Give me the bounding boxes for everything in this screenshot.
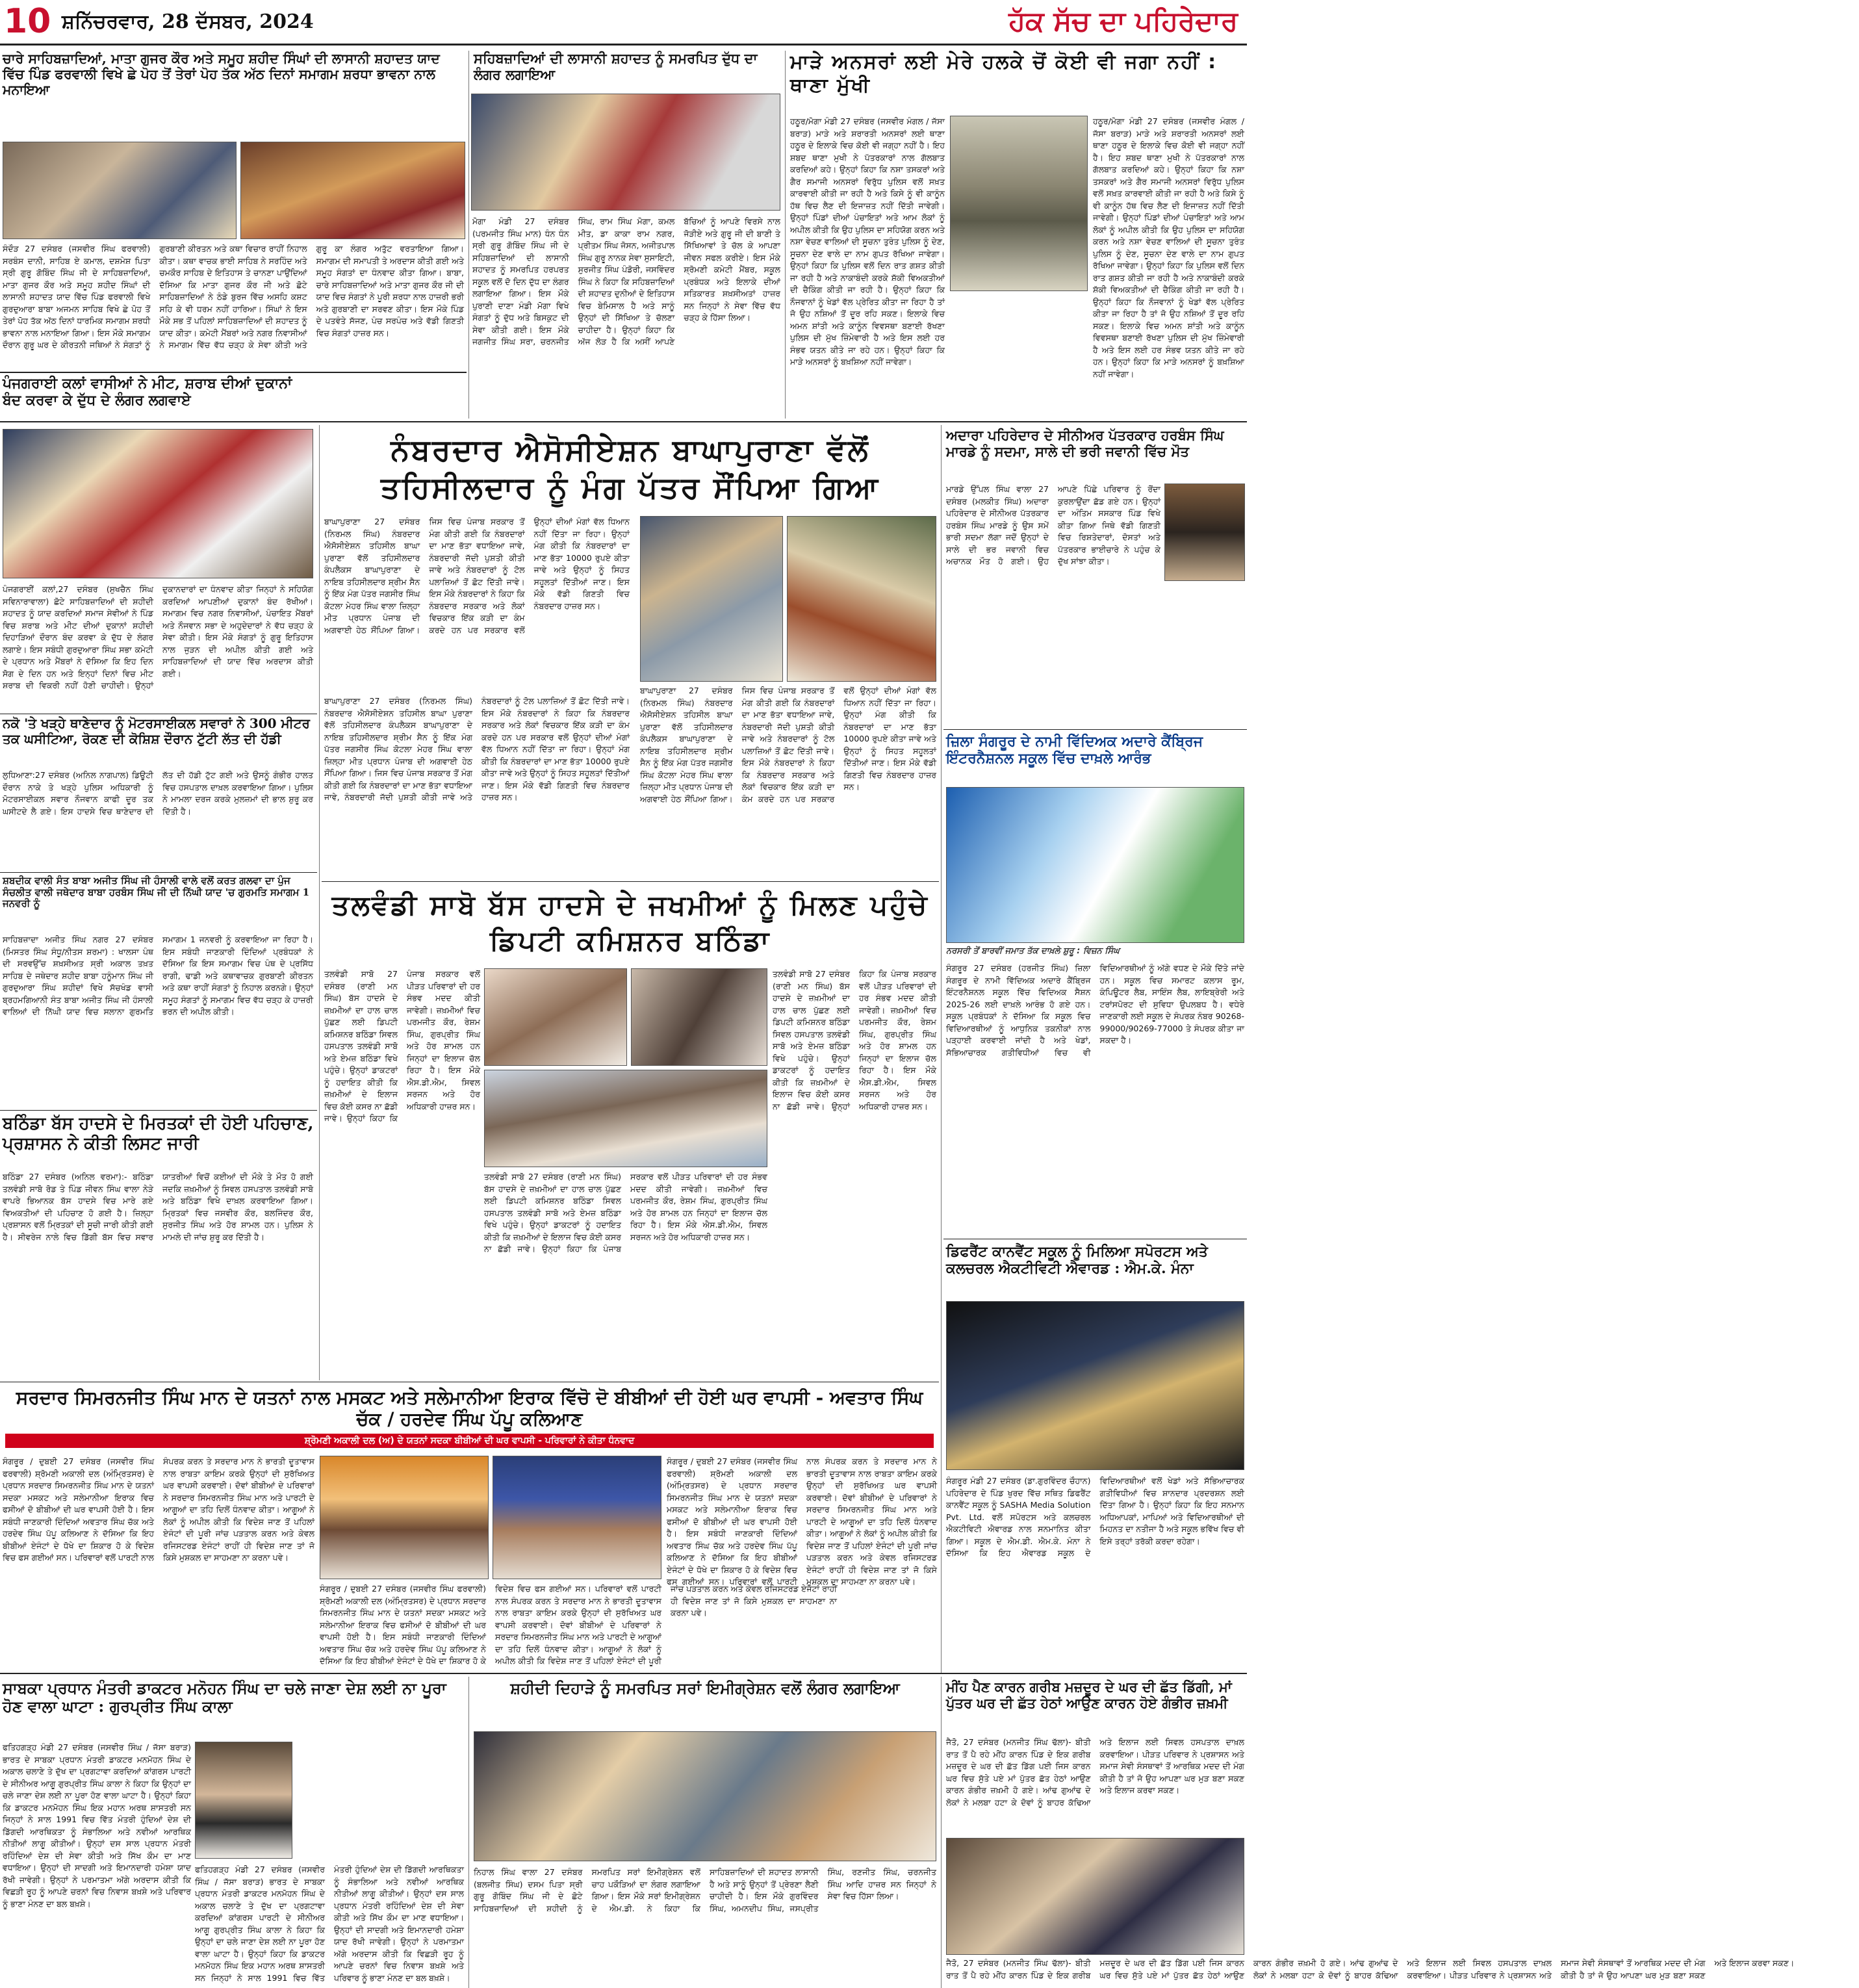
column-rule: [468, 1677, 469, 1988]
column-rule: [468, 51, 469, 419]
column-rule: [785, 51, 786, 419]
photo-mann-portrait: [320, 1456, 489, 1579]
divider: [0, 372, 467, 373]
article-headline: ਨੰਬਰਦਾਰ ਐਸੋਸੀਏਸ਼ਨ ਬਾਘਾਪੁਰਾਣਾ ਵੱਲੋਂ ਤਹਿਸੀਲਦਾਰ ਨੂੰ ਮੰਗ ਪੱਤਰ ਸੌਂਪਿਆ ਗਿਆ: [380, 432, 880, 505]
article-gurmat-samagam: [0, 874, 317, 1108]
masthead: [0, 0, 1247, 45]
article-manmohan-tribute: [0, 1677, 467, 1988]
article-body: ਲੁਧਿਆਣਾ:27 ਦਸੰਬਰ (ਅਨਿਲ ਨਾਗਪਾਲ) ਡਿਊਟੀ ਦੌਰਾਨ ਨਾਕੇ ਤੇ ਖੜ੍ਹੇ ਪੁਲਿਸ ਅਧਿਕਾਰੀ ਨੂੰ ਮੋਟਰਸਾਈਕਲ ਸਵਾਰ ਨੌਜਵਾਨ ਕਾਫੀ ਦੂਰ ਤਕ ਘਸੀਟਦੇ ਲੈ ਗਏ। ਇਸ ਹਾਦਸੇ ਵਿਚ ਥਾਣੇਦਾਰ ਦੀ ਲੱਤ ਦੀ ਹੱਡੀ ਟੁੱਟ ਗਈ ਅਤੇ ਉਸਨੂੰ ਗੰਭੀਰ ਹਾਲਤ ਵਿਚ ਹਸਪਤਾਲ ਦਾਖ਼ਲ ਕਰਵਾਇਆ ਗਿਆ। ਪੁਲਿਸ ਨੇ ਮਾਮਲਾ ਦਰਜ ਕਰਕੇ ਮੁਲਜ਼ਮਾਂ ਦੀ ਭਾਲ ਸ਼ੁਰੂ ਕਰ ਦਿੱਤੀ ਹੈ।: [3, 770, 313, 816]
article-farwali-samagam: [0, 51, 467, 369]
photo-gurdwara-hall: [240, 142, 465, 239]
column-rule: [319, 425, 320, 1380]
photo-numberdar-group: [787, 516, 936, 682]
article-headline: ਸਾਬਕਾ ਪ੍ਰਧਾਨ ਮੰਤਰੀ ਡਾਕਟਰ ਮਨੋਹਨ ਸਿੰਘ ਦਾ ਚਲੇ ਜਾਣਾ ਦੇਸ਼ ਲਈ ਨਾ ਪੂਰਾ ਹੋਣ ਵਾਲਾ ਘਾਟਾ : ਗੁਰਪ੍ਰੀਤ ਸਿੰਘ ਕਾਲਾ: [3, 1679, 446, 1716]
photo-sangat-stage: [3, 142, 237, 239]
article-body-cont2: ਤਲਵੰਡੀ ਸਾਬੋ 27 ਦਸੰਬਰ (ਰਾਣੀ ਮਨ ਸਿੰਘ) ਬੱਸ ਹਾਦਸੇ ਦੇ ਜ਼ਖ਼ਮੀਆਂ ਦਾ ਹਾਲ ਚਾਲ ਪੁੱਛਣ ਲਈ ਡਿਪਟੀ ਕਮਿਸ਼ਨਰ ਬਠਿੰਡਾ ਸਿਵਲ ਹਸਪਤਾਲ ਤਲਵੰਡੀ ਸਾਬੋ ਅਤੇ ਏਮਜ਼ ਬਠਿੰਡਾ ਵਿਖੇ ਪਹੁੰਚੇ। ਉਨ੍ਹਾਂ ਡਾਕਟਰਾਂ ਨੂੰ ਹਦਾਇਤ ਕੀਤੀ ਕਿ ਜ਼ਖ਼ਮੀਆਂ ਦੇ ਇਲਾਜ ਵਿਚ ਕੋਈ ਕਸਰ ਨਾ ਛੱਡੀ ਜਾਵੇ। ਉਨ੍ਹਾਂ ਕਿਹਾ ਕਿ ਪੰਜਾਬ ਸਰਕਾਰ ਵਲੋਂ ਪੀੜਤ ਪਰਿਵਾਰਾਂ ਦੀ ਹਰ ਸੰਭਵ ਮਦਦ ਕੀਤੀ ਜਾਵੇਗੀ। ਜ਼ਖ਼ਮੀਆਂ ਵਿਚ ਪਰਮਜੀਤ ਕੌਰ, ਰੇਸ਼ਮ ਸਿੰਘ, ਗੁਰਪ੍ਰੀਤ ਸਿੰਘ ਅਤੇ ਹੋਰ ਸ਼ਾਮਲ ਹਨ ਜਿਨ੍ਹਾਂ ਦਾ ਇਲਾਜ ਚੱਲ ਰਿਹਾ ਹੈ। ਇਸ ਮੌਕੇ ਐਸ.ਡੀ.ਐਮ, ਸਿਵਲ ਸਰਜਨ ਅਤੇ ਹੋਰ ਅਧਿਕਾਰੀ ਹਾਜ਼ਰ ਸਨ।: [773, 969, 936, 1111]
article-cambridge-school: [943, 731, 1247, 1238]
article-body: ਸਾਹਿਬਜ਼ਾਦਾ ਅਜੀਤ ਸਿੰਘ ਨਗਰ 27 ਦਸੰਬਰ (ਮਿਸਤਰ ਸਿੰਘ ਸੰਧੂ/ਨੀਤਸ ਸ਼ਰਮਾ) : ਖਾਲਸਾ ਪੰਥ ਦੀ ਸਰਵਉੱਚ ਸ਼ਖ਼ਸੀਅਤ ਸ੍ਰੀ ਅਕਾਲ ਤਖ਼ਤ ਸਾਹਿਬ ਦੇ ਜਥੇਦਾਰ ਸ਼ਹੀਦ ਬਾਬਾ ਹਨੂੰਮਾਨ ਸਿੰਘ ਜੀ ਗੁਰਦੁਆਰਾ ਸਿੰਘ ਸ਼ਹੀਦਾਂ ਵਿਖੇ ਸੱਚਖੰਡ ਵਾਸੀ ਬ੍ਰਹਮਗਿਆਨੀ ਸੰਤ ਬਾਬਾ ਅਜੀਤ ਸਿੰਘ ਜੀ ਹੰਸਾਲੀ ਵਾਲਿਆਂ ਦੀ ਨਿੱਘੀ ਯਾਦ ਵਿਚ ਸਲਾਨਾ ਗੁਰਮਤਿ ਸਮਾਗਮ 1 ਜਨਵਰੀ ਨੂੰ ਕਰਵਾਇਆ ਜਾ ਰਿਹਾ ਹੈ। ਇਸ ਸਬੰਧੀ ਜਾਣਕਾਰੀ ਦਿੰਦਿਆਂ ਪ੍ਰਬੰਧਕਾਂ ਨੇ ਦੱਸਿਆ ਕਿ ਇਸ ਸਮਾਗਮ ਵਿਚ ਪੰਥ ਦੇ ਪ੍ਰਸਿੱਧ ਰਾਗੀ, ਢਾਡੀ ਅਤੇ ਕਥਾਵਾਚਕ ਗੁਰਬਾਣੀ ਕੀਰਤਨ ਅਤੇ ਕਥਾ ਰਾਹੀਂ ਸੰਗਤਾਂ ਨੂੰ ਨਿਹਾਲ ਕਰਨਗੇ। ਉਨ੍ਹਾਂ ਸਮੂਹ ਸੰਗਤਾਂ ਨੂੰ ਸਮਾਗਮ ਵਿਚ ਵੱਧ ਚੜ੍ਹ ਕੇ ਹਾਜ਼ਰੀ ਭਰਨ ਦੀ ਅਪੀਲ ਕੀਤੀ।: [3, 935, 313, 1016]
article-body-cont: ਫਤਿਹਗੜ੍ਹ ਮੰਡੀ 27 ਦਸੰਬਰ (ਜਸਵੀਰ ਸਿੰਘ / ਜੱਸਾ ਬਰਾੜ) ਭਾਰਤ ਦੇ ਸਾਬਕਾ ਪ੍ਰਧਾਨ ਮੰਤਰੀ ਡਾਕਟਰ ਮਨਮੋਹਨ ਸਿੰਘ ਦੇ ਅਕਾਲ ਚਲਾਣੇ ਤੇ ਦੁੱਖ ਦਾ ਪ੍ਰਗਟਾਵਾ ਕਰਦਿਆਂ ਕਾਂਗਰਸ ਪਾਰਟੀ ਦੇ ਸੀਨੀਅਰ ਆਗੂ ਗੁਰਪ੍ਰੀਤ ਸਿੰਘ ਕਾਲਾ ਨੇ ਕਿਹਾ ਕਿ ਉਨ੍ਹਾਂ ਦਾ ਚਲੇ ਜਾਣਾ ਦੇਸ਼ ਲਈ ਨਾ ਪੂਰਾ ਹੋਣ ਵਾਲਾ ਘਾਟਾ ਹੈ। ਉਨ੍ਹਾਂ ਕਿਹਾ ਕਿ ਡਾਕਟਰ ਮਨਮੋਹਨ ਸਿੰਘ ਇਕ ਮਹਾਨ ਅਰਥ ਸ਼ਾਸਤਰੀ ਸਨ ਜਿਨ੍ਹਾਂ ਨੇ ਸਾਲ 1991 ਵਿਚ ਵਿੱਤ ਮੰਤਰੀ ਹੁੰਦਿਆਂ ਦੇਸ਼ ਦੀ ਡਿੱਗਦੀ ਆਰਥਿਕਤਾ ਨੂੰ ਸੰਭਾਲਿਆ ਅਤੇ ਨਵੀਆਂ ਆਰਥਿਕ ਨੀਤੀਆਂ ਲਾਗੂ ਕੀਤੀਆਂ। ਉਨ੍ਹਾਂ ਦਸ ਸਾਲ ਪ੍ਰਧਾਨ ਮੰਤਰੀ ਰਹਿੰਦਿਆਂ ਦੇਸ਼ ਦੀ ਸੇਵਾ ਕੀਤੀ ਅਤੇ ਸਿੱਖ ਕੌਮ ਦਾ ਮਾਣ ਵਧਾਇਆ। ਉਨ੍ਹਾਂ ਦੀ ਸਾਦਗੀ ਅਤੇ ਇਮਾਨਦਾਰੀ ਹਮੇਸ਼ਾ ਯਾਦ ਰੱਖੀ ਜਾਵੇਗੀ। ਉਨ੍ਹਾਂ ਨੇ ਪਰਮਾਤਮਾ ਅੱਗੇ ਅਰਦਾਸ ਕੀਤੀ ਕਿ ਵਿਛੜੀ ਰੂਹ ਨੂੰ ਆਪਣੇ ਚਰਨਾਂ ਵਿਚ ਨਿਵਾਸ ਬਖ਼ਸ਼ੇ ਅਤੇ ਪਰਿਵਾਰ ਨੂੰ ਭਾਣਾ ਮੰਨਣ ਦਾ ਬਲ ਬਖ਼ਸ਼ੇ।: [195, 1865, 464, 1983]
article-body-cont: ਜੈਤੋ, 27 ਦਸੰਬਰ (ਮਨਜੀਤ ਸਿੰਘ ਢੱਲਾ)- ਬੀਤੀ ਰਾਤ ਤੋਂ ਪੈ ਰਹੇ ਮੀਂਹ ਕਾਰਨ ਪਿੰਡ ਦੇ ਇਕ ਗਰੀਬ ਮਜ਼ਦੂਰ ਦੇ ਘਰ ਦੀ ਛੱਤ ਡਿੱਗ ਪਈ ਜਿਸ ਕਾਰਨ ਘਰ ਵਿਚ ਸੁੱਤੇ ਪਏ ਮਾਂ ਪੁੱਤਰ ਛੱਤ ਹੇਠਾਂ ਆਉਣ ਕਾਰਨ ਗੰਭੀਰ ਜ਼ਖ਼ਮੀ ਹੋ ਗਏ। ਆਂਢ ਗੁਆਂਢ ਦੇ ਲੋਕਾਂ ਨੇ ਮਲਬਾ ਹਟਾ ਕੇ ਦੋਵਾਂ ਨੂੰ ਬਾਹਰ ਕੱਢਿਆ ਅਤੇ ਇਲਾਜ ਲਈ ਸਿਵਲ ਹਸਪਤਾਲ ਦਾਖ਼ਲ ਕਰਵਾਇਆ। ਪੀੜਤ ਪਰਿਵਾਰ ਨੇ ਪ੍ਰਸ਼ਾਸਨ ਅਤੇ ਸਮਾਜ ਸੇਵੀ ਸੰਸਥਾਵਾਂ ਤੋਂ ਆਰਥਿਕ ਮਦਦ ਦੀ ਮੰਗ ਕੀਤੀ ਹੈ ਤਾਂ ਜੋ ਉਹ ਆਪਣਾ ਘਰ ਮੁੜ ਬਣਾ ਸਕਣ ਅਤੇ ਇਲਾਜ ਕਰਵਾ ਸਕਣ।: [946, 1958, 1795, 1980]
photo-injured-1: [484, 968, 627, 1066]
article-headline: ਤਲਵੰਡੀ ਸਾਬੋ ਬੱਸ ਹਾਦਸੇ ਦੇ ਜਖਮੀਆਂ ਨੂੰ ਮਿਲਣ ਪਹੁੰਚੇ ਡਿਪਟੀ ਕਮਿਸ਼ਨਰ ਬਠਿੰਡਾ: [331, 889, 929, 957]
article-headline: ਅਦਾਰਾ ਪਹਿਰੇਦਾਰ ਦੇ ਸੀਨੀਅਰ ਪੱਤਰਕਾਰ ਹਰਬੰਸ ਸਿੰਘ ਮਾਰਡੇ ਨੂੰ ਸਦਮਾ, ਸਾਲੇ ਦੀ ਭਰੀ ਜਵਾਨੀ ਵਿੱਚ ਮੌਤ: [946, 427, 1224, 459]
article-headline: ਸਹਿਬਜ਼ਾਦਿਆਂ ਦੀ ਲਾਸਾਨੀ ਸ਼ਹਾਦਤ ਨੂੰ ਸਮਰਪਿਤ ਦੁੱਧ ਦਾ ਲੰਗਰ ਲਗਾਇਆ: [474, 50, 758, 83]
photo-deceased-portrait: [1164, 484, 1245, 581]
page-number: 10: [4, 2, 51, 41]
divider: [0, 1110, 317, 1111]
article-body-cont: ਸੰਗਰੂਰ / ਦੁਬਈ 27 ਦਸੰਬਰ (ਜਸਵੀਰ ਸਿੰਘ ਫਰਵਾਲੀ) ਸ਼੍ਰੋਮਣੀ ਅਕਾਲੀ ਦਲ (ਅੰਮ੍ਰਿਤਸਰ) ਦੇ ਪ੍ਰਧਾਨ ਸਰਦਾਰ ਸਿਮਰਨਜੀਤ ਸਿੰਘ ਮਾਨ ਦੇ ਯਤਨਾਂ ਸਦਕਾ ਮਸਕਟ ਅਤੇ ਸਲੇਮਾਨੀਆ ਇਰਾਕ ਵਿਚ ਫਸੀਆਂ ਦੋ ਬੀਬੀਆਂ ਦੀ ਘਰ ਵਾਪਸੀ ਹੋਈ ਹੈ। ਇਸ ਸਬੰਧੀ ਜਾਣਕਾਰੀ ਦਿੰਦਿਆਂ ਅਵਤਾਰ ਸਿੰਘ ਚੱਕ ਅਤੇ ਹਰਦੇਵ ਸਿੰਘ ਪੱਪੂ ਕਲਿਆਣ ਨੇ ਦੱਸਿਆ ਕਿ ਇਹ ਬੀਬੀਆਂ ਏਜੰਟਾਂ ਦੇ ਧੋਖੇ ਦਾ ਸ਼ਿਕਾਰ ਹੋ ਕੇ ਵਿਦੇਸ਼ ਵਿਚ ਫਸ ਗਈਆਂ ਸਨ। ਪਰਿਵਾਰਾਂ ਵਲੋਂ ਪਾਰਟੀ ਨਾਲ ਸੰਪਰਕ ਕਰਨ ਤੇ ਸਰਦਾਰ ਮਾਨ ਨੇ ਭਾਰਤੀ ਦੂਤਾਵਾਸ ਨਾਲ ਰਾਬਤਾ ਕਾਇਮ ਕਰਕੇ ਉਨ੍ਹਾਂ ਦੀ ਸੁਰੱਖਿਅਤ ਘਰ ਵਾਪਸੀ ਕਰਵਾਈ। ਦੋਵਾਂ ਬੀਬੀਆਂ ਦੇ ਪਰਿਵਾਰਾਂ ਨੇ ਸਰਦਾਰ ਸਿਮਰਨਜੀਤ ਸਿੰਘ ਮਾਨ ਅਤੇ ਪਾਰਟੀ ਦੇ ਆਗੂਆਂ ਦਾ ਤਹਿ ਦਿਲੋਂ ਧੰਨਵਾਦ ਕੀਤਾ। ਆਗੂਆਂ ਨੇ ਲੋਕਾਂ ਨੂੰ ਅਪੀਲ ਕੀਤੀ ਕਿ ਵਿਦੇਸ਼ ਜਾਣ ਤੋਂ ਪਹਿਲਾਂ ਏਜੰਟਾਂ ਦੀ ਪੂਰੀ ਜਾਂਚ ਪੜਤਾਲ ਕਰਨ ਅਤੇ ਕੇਵਲ ਰਜਿਸਟਰਡ ਏਜੰਟਾਂ ਰਾਹੀਂ ਹੀ ਵਿਦੇਸ਼ ਜਾਣ ਤਾਂ ਜੋ ਕਿਸੇ ਮੁਸ਼ਕਲ ਦਾ ਸਾਹਮਣਾ ਨਾ ਕਰਨਾ ਪਵੇ।: [320, 1584, 837, 1666]
article-body-cont: ਬਾਘਾਪੁਰਾਣਾ 27 ਦਸੰਬਰ (ਨਿਰਮਲ ਸਿੰਘ) ਨੰਬਰਦਾਰ ਐਸੋਸੀਏਸ਼ਨ ਤਹਿਸੀਲ ਬਾਘਾ ਪੁਰਾਣਾ ਵੱਲੋਂ ਤਹਿਸੀਲਦਾਰ ਕੰਪਲੈਕਸ ਬਾਘਾਪੁਰਾਣਾ ਦੇ ਨਾਇਬ ਤਹਿਸੀਲਦਾਰ ਸ਼੍ਰੀਮ ਸੈਨ ਨੂੰ ਇੱਕ ਮੰਗ ਪੱਤਰ ਜਗਸੀਰ ਸਿੰਘ ਕੋਟਲਾ ਮੇਹਰ ਸਿੰਘ ਵਾਲਾ ਜ਼ਿਲ੍ਹਾ ਮੀਤ ਪ੍ਰਧਾਨ ਪੰਜਾਬ ਦੀ ਅਗਵਾਈ ਹੇਠ ਸੌਂਪਿਆ ਗਿਆ। ਜਿਸ ਵਿਚ ਪੰਜਾਬ ਸਰਕਾਰ ਤੋਂ ਮੰਗ ਕੀਤੀ ਗਈ ਕਿ ਨੰਬਰਦਾਰਾਂ ਦਾ ਮਾਣ ਭੱਤਾ ਵਧਾਇਆ ਜਾਵੇ, ਨੰਬਰਦਾਰੀ ਜੱਦੀ ਪੁਸ਼ਤੀ ਕੀਤੀ ਜਾਵੇ ਅਤੇ ਨੰਬਰਦਾਰਾਂ ਨੂੰ ਟੋਲ ਪਲਾਜ਼ਿਆਂ ਤੋਂ ਛੋਟ ਦਿੱਤੀ ਜਾਵੇ। ਇਸ ਮੌਕੇ ਨੰਬਰਦਾਰਾਂ ਨੇ ਕਿਹਾ ਕਿ ਨੰਬਰਦਾਰ ਸਰਕਾਰ ਅਤੇ ਲੋਕਾਂ ਵਿਚਕਾਰ ਇੱਕ ਕੜੀ ਦਾ ਕੰਮ ਕਰਦੇ ਹਨ ਪਰ ਸਰਕਾਰ ਵਲੋਂ ਉਨ੍ਹਾਂ ਦੀਆਂ ਮੰਗਾਂ ਵੱਲ ਧਿਆਨ ਨਹੀਂ ਦਿੱਤਾ ਜਾ ਰਿਹਾ। ਉਨ੍ਹਾਂ ਮੰਗ ਕੀਤੀ ਕਿ ਨੰਬਰਦਾਰਾਂ ਦਾ ਮਾਣ ਭੱਤਾ 10000 ਰੁਪਏ ਕੀਤਾ ਜਾਵੇ ਅਤੇ ਉਨ੍ਹਾਂ ਨੂੰ ਸਿਹਤ ਸਹੂਲਤਾਂ ਦਿੱਤੀਆਂ ਜਾਣ। ਇਸ ਮੌਕੇ ਵੱਡੀ ਗਿਣਤੀ ਵਿਚ ਨੰਬਰਦਾਰ ਹਾਜ਼ਰ ਸਨ।: [640, 686, 936, 804]
article-bus-accident-list: [0, 1113, 317, 1366]
article-body: ਸੰਗਰੂਰ ਮੰਡੀ 27 ਦਸੰਬਰ (ਡਾ.ਗੁਰਵਿੰਦਰ ਚੌਹਾਨ) ਪਹਿਰੇਦਾਰ ਦੇ ਪਿੰਡ ਖੁਰਦ ਵਿੱਚ ਸਥਿਤ ਡਿਫਰੈਂਟ ਕਾਨਵੈਂਟ ਸਕੂਲ ਨੂੰ SASHA Media Solution Pvt. Ltd. ਵਲੋਂ ਸਪੋਰਟਸ ਅਤੇ ਕਲਚਰਲ ਐਕਟੀਵਿਟੀ ਐਵਾਰਡ ਨਾਲ ਸਨਮਾਨਿਤ ਕੀਤਾ ਗਿਆ। ਸਕੂਲ ਦੇ ਐਮ.ਡੀ. ਐਮ.ਕੇ. ਮੰਨਾ ਨੇ ਦੱਸਿਆ ਕਿ ਇਹ ਐਵਾਰਡ ਸਕੂਲ ਦੇ ਵਿਦਿਆਰਥੀਆਂ ਵਲੋਂ ਖੇਡਾਂ ਅਤੇ ਸੱਭਿਆਚਾਰਕ ਗਤੀਵਿਧੀਆਂ ਵਿਚ ਸ਼ਾਨਦਾਰ ਪ੍ਰਦਰਸ਼ਨ ਲਈ ਦਿੱਤਾ ਗਿਆ ਹੈ। ਉਨ੍ਹਾਂ ਕਿਹਾ ਕਿ ਇਹ ਸਨਮਾਨ ਅਧਿਆਪਕਾਂ, ਮਾਪਿਆਂ ਅਤੇ ਵਿਦਿਆਰਥੀਆਂ ਦੀ ਮਿਹਨਤ ਦਾ ਨਤੀਜਾ ਹੈ ਅਤੇ ਸਕੂਲ ਭਵਿੱਖ ਵਿਚ ਵੀ ਇਸੇ ਤਰ੍ਹਾਂ ਤਰੱਕੀ ਕਰਦਾ ਰਹੇਗਾ।: [946, 1476, 1244, 1558]
photo-injured-3: [484, 1070, 767, 1167]
issue-date: ਸ਼ਨਿੱਚਰਵਾਰ, 28 ਦੱਸਬਰ, 2024: [62, 10, 314, 33]
divider: [322, 881, 939, 882]
article-headline: ਨਕੋ 'ਤੇ ਖੜ੍ਹੇ ਥਾਣੇਦਾਰ ਨੂੰ ਮੋਟਰਸਾਈਕਲ ਸਵਾਰਾਂ ਨੇ 300 ਮੀਟਰ ਤਕ ਘਸੀਟਿਆ, ਰੋਕਣ ਦੀ ਕੋਸ਼ਿਸ਼ ਦੌਰਾਨ ਟੁੱਟੀ ਲੱਤ ਦੀ ਹੱਡੀ: [3, 716, 310, 747]
article-pehredar-journalist: [943, 425, 1247, 730]
paper-name: ਹੱਕ ਸੱਚ ਦਾ ਪਹਿਰੇਦਾਰ: [1008, 5, 1238, 37]
photo-leader-portrait: [493, 1456, 661, 1579]
photo-sho-office: [950, 116, 1088, 291]
article-headline: ਚਾਰੇ ਸਾਹਿਬਜ਼ਾਦਿਆਂ, ਮਾਤਾ ਗੁਜਰ ਕੌਰ ਅਤੇ ਸਮੂਹ ਸ਼ਹੀਦ ਸਿੰਘਾਂ ਦੀ ਲਾਸਾਨੀ ਸ਼ਹਾਦਤ ਯਾਦ ਵਿੱਚ ਪਿੰਡ ਫਰਵਾਲੀ ਵਿਖੇ ਛੇ ਪੋਹ ਤੋਂ ਤੇਰਾਂ ਪੋਹ ਤੱਕ ਅੱਠ ਦਿਨਾਂ ਸਮਾਗਮ ਸ਼ਰਧਾ ਭਾਵਨਾ ਨਾਲ ਮਨਾਇਆ: [3, 51, 440, 98]
photo-langar-sewa: [474, 1731, 936, 1861]
article-body: ਫਤਿਹਗੜ੍ਹ ਮੰਡੀ 27 ਦਸੰਬਰ (ਜਸਵੀਰ ਸਿੰਘ / ਜੱਸਾ ਬਰਾੜ) ਭਾਰਤ ਦੇ ਸਾਬਕਾ ਪ੍ਰਧਾਨ ਮੰਤਰੀ ਡਾਕਟਰ ਮਨਮੋਹਨ ਸਿੰਘ ਦੇ ਅਕਾਲ ਚਲਾਣੇ ਤੇ ਦੁੱਖ ਦਾ ਪ੍ਰਗਟਾਵਾ ਕਰਦਿਆਂ ਕਾਂਗਰਸ ਪਾਰਟੀ ਦੇ ਸੀਨੀਅਰ ਆਗੂ ਗੁਰਪ੍ਰੀਤ ਸਿੰਘ ਕਾਲਾ ਨੇ ਕਿਹਾ ਕਿ ਉਨ੍ਹਾਂ ਦਾ ਚਲੇ ਜਾਣਾ ਦੇਸ਼ ਲਈ ਨਾ ਪੂਰਾ ਹੋਣ ਵਾਲਾ ਘਾਟਾ ਹੈ। ਉਨ੍ਹਾਂ ਕਿਹਾ ਕਿ ਡਾਕਟਰ ਮਨਮੋਹਨ ਸਿੰਘ ਇਕ ਮਹਾਨ ਅਰਥ ਸ਼ਾਸਤਰੀ ਸਨ ਜਿਨ੍ਹਾਂ ਨੇ ਸਾਲ 1991 ਵਿਚ ਵਿੱਤ ਮੰਤਰੀ ਹੁੰਦਿਆਂ ਦੇਸ਼ ਦੀ ਡਿੱਗਦੀ ਆਰਥਿਕਤਾ ਨੂੰ ਸੰਭਾਲਿਆ ਅਤੇ ਨਵੀਆਂ ਆਰਥਿਕ ਨੀਤੀਆਂ ਲਾਗੂ ਕੀਤੀਆਂ। ਉਨ੍ਹਾਂ ਦਸ ਸਾਲ ਪ੍ਰਧਾਨ ਮੰਤਰੀ ਰਹਿੰਦਿਆਂ ਦੇਸ਼ ਦੀ ਸੇਵਾ ਕੀਤੀ ਅਤੇ ਸਿੱਖ ਕੌਮ ਦਾ ਮਾਣ ਵਧਾਇਆ। ਉਨ੍ਹਾਂ ਦੀ ਸਾਦਗੀ ਅਤੇ ਇਮਾਨਦਾਰੀ ਹਮੇਸ਼ਾ ਯਾਦ ਰੱਖੀ ਜਾਵੇਗੀ। ਉਨ੍ਹਾਂ ਨੇ ਪਰਮਾਤਮਾ ਅੱਗੇ ਅਰਦਾਸ ਕੀਤੀ ਕਿ ਵਿਛੜੀ ਰੂਹ ਨੂੰ ਆਪਣੇ ਚਰਨਾਂ ਵਿਚ ਨਿਵਾਸ ਬਖ਼ਸ਼ੇ ਅਤੇ ਪਰਿਵਾਰ ਨੂੰ ਭਾਣਾ ਮੰਨਣ ਦਾ ਬਲ ਬਖ਼ਸ਼ੇ।: [3, 1742, 191, 1909]
photo-langar-group: [471, 94, 780, 211]
article-body: ਤਲਵੰਡੀ ਸਾਬੋ 27 ਦਸੰਬਰ (ਰਾਣੀ ਮਨ ਸਿੰਘ) ਬੱਸ ਹਾਦਸੇ ਦੇ ਜ਼ਖ਼ਮੀਆਂ ਦਾ ਹਾਲ ਚਾਲ ਪੁੱਛਣ ਲਈ ਡਿਪਟੀ ਕਮਿਸ਼ਨਰ ਬਠਿੰਡਾ ਸਿਵਲ ਹਸਪਤਾਲ ਤਲਵੰਡੀ ਸਾਬੋ ਅਤੇ ਏਮਜ਼ ਬਠਿੰਡਾ ਵਿਖੇ ਪਹੁੰਚੇ। ਉਨ੍ਹਾਂ ਡਾਕਟਰਾਂ ਨੂੰ ਹਦਾਇਤ ਕੀਤੀ ਕਿ ਜ਼ਖ਼ਮੀਆਂ ਦੇ ਇਲਾਜ ਵਿਚ ਕੋਈ ਕਸਰ ਨਾ ਛੱਡੀ ਜਾਵੇ। ਉਨ੍ਹਾਂ ਕਿਹਾ ਕਿ ਪੰਜਾਬ ਸਰਕਾਰ ਵਲੋਂ ਪੀੜਤ ਪਰਿਵਾਰਾਂ ਦੀ ਹਰ ਸੰਭਵ ਮਦਦ ਕੀਤੀ ਜਾਵੇਗੀ। ਜ਼ਖ਼ਮੀਆਂ ਵਿਚ ਪਰਮਜੀਤ ਕੌਰ, ਰੇਸ਼ਮ ਸਿੰਘ, ਗੁਰਪ੍ਰੀਤ ਸਿੰਘ ਅਤੇ ਹੋਰ ਸ਼ਾਮਲ ਹਨ ਜਿਨ੍ਹਾਂ ਦਾ ਇਲਾਜ ਚੱਲ ਰਿਹਾ ਹੈ। ਇਸ ਮੌਕੇ ਐਸ.ਡੀ.ਐਮ, ਸਿਵਲ ਸਰਜਨ ਅਤੇ ਹੋਰ ਅਧਿਕਾਰੀ ਹਾਜ਼ਰ ਸਨ।: [324, 969, 480, 1123]
article-body: ਸੰਦੌੜ 27 ਦਸੰਬਰ (ਜਸਵੀਰ ਸਿੰਘ ਫਰਵਾਲੀ) ਸਰਬੰਸ ਦਾਨੀ, ਸਾਹਿਬ ਏ ਕਮਾਲ, ਦਸ਼ਮੇਸ਼ ਪਿਤਾ ਸ੍ਰੀ ਗੁਰੂ ਗੋਬਿੰਦ ਸਿੰਘ ਜੀ ਦੇ ਸਾਹਿਬਜ਼ਾਦਿਆਂ, ਮਾਤਾ ਗੁਜਰ ਕੌਰ ਅਤੇ ਸਮੂਹ ਸ਼ਹੀਦ ਸਿੰਘਾਂ ਦੀ ਲਾਸਾਨੀ ਸ਼ਹਾਦਤ ਯਾਦ ਵਿੱਚ ਪਿੰਡ ਫਰਵਾਲੀ ਵਿਖੇ ਗੁਰਦੁਆਰਾ ਬਾਬਾ ਅਜਮਨ ਸਾਹਿਬ ਵਿਖੇ ਛੇ ਪੋਹ ਤੋਂ ਤੇਰਾਂ ਪੋਹ ਤੱਕ ਅੱਠ ਦਿਨਾਂ ਧਾਰਮਿਕ ਸਮਾਗਮ ਸ਼ਰਧੀ ਭਾਵਨਾ ਨਾਲ ਮਨਾਇਆ ਗਿਆ। ਇਸ ਮੌਕੇ ਸਮਾਗਮ ਦੌਰਾਨ ਗੁਰੂ ਘਰ ਦੇ ਕੀਰਤਨੀ ਜਥਿਆਂ ਨੇ ਸੰਗਤਾਂ ਨੂੰ ਗੁਰਬਾਣੀ ਕੀਰਤਨ ਅਤੇ ਕਥਾ ਵਿਚਾਰ ਰਾਹੀਂ ਨਿਹਾਲ ਕੀਤਾ। ਕਥਾ ਵਾਚਕ ਭਾਈ ਸਾਹਿਬ ਨੇ ਸਰਹਿੰਦ ਅਤੇ ਚਮਕੌਰ ਸਾਹਿਬ ਦੇ ਇਤਿਹਾਸ ਤੇ ਚਾਨਣਾ ਪਾਉਂਦਿਆਂ ਦੱਸਿਆ ਕਿ ਮਾਤਾ ਗੁਜਰ ਕੌਰ ਜੀ ਅਤੇ ਛੋਟੇ ਸਾਹਿਬਜ਼ਾਦਿਆਂ ਨੇ ਠੰਡੇ ਬੁਰਜ ਵਿੱਚ ਅਸਹਿ ਕਸ਼ਟ ਸਹਿ ਕੇ ਵੀ ਧਰਮ ਨਹੀਂ ਹਾਰਿਆ। ਸਿੰਘਾਂ ਨੇ ਇਸ ਮੌਕੇ ਸਭ ਤੋਂ ਪਹਿਲਾਂ ਸਾਹਿਬਜ਼ਾਦਿਆਂ ਦੀ ਸ਼ਹਾਦਤ ਨੂੰ ਯਾਦ ਕੀਤਾ। ਕਮੇਟੀ ਮੈਂਬਰਾਂ ਅਤੇ ਨਗਰ ਨਿਵਾਸੀਆਂ ਨੇ ਸਮਾਗਮ ਵਿੱਚ ਵੱਧ ਚੜ੍ਹ ਕੇ ਸੇਵਾ ਕੀਤੀ ਅਤੇ ਗੁਰੂ ਕਾ ਲੰਗਰ ਅਤੁੱਟ ਵਰਤਾਇਆ ਗਿਆ। ਸਮਾਗਮ ਦੀ ਸਮਾਪਤੀ ਤੇ ਅਰਦਾਸ ਕੀਤੀ ਗਈ ਅਤੇ ਸਮੂਹ ਸੰਗਤਾਂ ਦਾ ਧੰਨਵਾਦ ਕੀਤਾ ਗਿਆ। ਬਾਬਾ, ਚਾਰੇ ਸਾਹਿਬਜ਼ਾਦਿਆਂ ਅਤੇ ਮਾਤਾ ਗੁਜਰ ਕੌਰ ਜੀ ਦੀ ਯਾਦ ਵਿਚ ਸੰਗਤਾਂ ਨੇ ਪੂਰੀ ਸ਼ਰਧਾ ਨਾਲ ਹਾਜ਼ਰੀ ਭਰੀ ਅਤੇ ਗੁਰਬਾਣੀ ਦਾ ਸਰਵਣ ਕੀਤਾ। ਇਸ ਮੌਕੇ ਪਿੰਡ ਦੇ ਪਤਵੰਤੇ ਸੱਜਣ, ਪੰਚ ਸਰਪੰਚ ਅਤੇ ਵੱਡੀ ਗਿਣਤੀ ਵਿਚ ਸੰਗਤਾਂ ਹਾਜ਼ਰ ਸਨ।: [3, 244, 464, 350]
article-body-right: ਹਠੂਰ/ਮੋਗਾ ਮੰਡੀ 27 ਦਸੰਬਰ (ਜਸਵੀਰ ਮੰਗਲ / ਜੱਸਾ ਬਰਾੜ) ਮਾੜੇ ਅਤੇ ਸ਼ਰਾਰਤੀ ਅਨਸਰਾਂ ਲਈ ਥਾਣਾ ਹਠੂਰ ਦੇ ਇਲਾਕੇ ਵਿਚ ਕੋਈ ਵੀ ਜਗ੍ਹਾ ਨਹੀਂ ਹੈ। ਇਹ ਸ਼ਬਦ ਥਾਣਾ ਮੁਖੀ ਨੇ ਪੱਤਰਕਾਰਾਂ ਨਾਲ ਗੱਲਬਾਤ ਕਰਦਿਆਂ ਕਹੇ। ਉਨ੍ਹਾਂ ਕਿਹਾ ਕਿ ਨਸ਼ਾ ਤਸਕਰਾਂ ਅਤੇ ਗੈਰ ਸਮਾਜੀ ਅਨਸਰਾਂ ਵਿਰੁੱਧ ਪੁਲਿਸ ਵਲੋਂ ਸਖ਼ਤ ਕਾਰਵਾਈ ਕੀਤੀ ਜਾ ਰਹੀ ਹੈ ਅਤੇ ਕਿਸੇ ਨੂੰ ਵੀ ਕਾਨੂੰਨ ਹੱਥ ਵਿਚ ਲੈਣ ਦੀ ਇਜਾਜ਼ਤ ਨਹੀਂ ਦਿੱਤੀ ਜਾਵੇਗੀ। ਉਨ੍ਹਾਂ ਪਿੰਡਾਂ ਦੀਆਂ ਪੰਚਾਇਤਾਂ ਅਤੇ ਆਮ ਲੋਕਾਂ ਨੂੰ ਅਪੀਲ ਕੀਤੀ ਕਿ ਉਹ ਪੁਲਿਸ ਦਾ ਸਹਿਯੋਗ ਕਰਨ ਅਤੇ ਨਸ਼ਾ ਵੇਚਣ ਵਾਲਿਆਂ ਦੀ ਸੂਚਨਾ ਤੁਰੰਤ ਪੁਲਿਸ ਨੂੰ ਦੇਣ, ਸੂਚਨਾ ਦੇਣ ਵਾਲੇ ਦਾ ਨਾਮ ਗੁਪਤ ਰੱਖਿਆ ਜਾਵੇਗਾ। ਉਨ੍ਹਾਂ ਕਿਹਾ ਕਿ ਪੁਲਿਸ ਵਲੋਂ ਦਿਨ ਰਾਤ ਗਸ਼ਤ ਕੀਤੀ ਜਾ ਰਹੀ ਹੈ ਅਤੇ ਨਾਕਾਬੰਦੀ ਕਰਕੇ ਸ਼ੱਕੀ ਵਿਅਕਤੀਆਂ ਦੀ ਚੈਕਿੰਗ ਕੀਤੀ ਜਾ ਰਹੀ ਹੈ। ਉਨ੍ਹਾਂ ਕਿਹਾ ਕਿ ਨੌਜਵਾਨਾਂ ਨੂੰ ਖੇਡਾਂ ਵੱਲ ਪ੍ਰੇਰਿਤ ਕੀਤਾ ਜਾ ਰਿਹਾ ਹੈ ਤਾਂ ਜੋ ਉਹ ਨਸ਼ਿਆਂ ਤੋਂ ਦੂਰ ਰਹਿ ਸਕਣ। ਇਲਾਕੇ ਵਿਚ ਅਮਨ ਸ਼ਾਂਤੀ ਅਤੇ ਕਾਨੂੰਨ ਵਿਵਸਥਾ ਬਣਾਈ ਰੱਖਣਾ ਪੁਲਿਸ ਦੀ ਮੁੱਖ ਜ਼ਿੰਮੇਵਾਰੀ ਹੈ ਅਤੇ ਇਸ ਲਈ ਹਰ ਸੰਭਵ ਯਤਨ ਕੀਤੇ ਜਾ ਰਹੇ ਹਨ। ਉਨ੍ਹਾਂ ਕਿਹਾ ਕਿ ਮਾੜੇ ਅਨਸਰਾਂ ਨੂੰ ਬਖ਼ਸ਼ਿਆ ਨਹੀਂ ਜਾਵੇਗਾ।: [1093, 116, 1244, 379]
article-body: ਜੈਤੋ, 27 ਦਸੰਬਰ (ਮਨਜੀਤ ਸਿੰਘ ਢੱਲਾ)- ਬੀਤੀ ਰਾਤ ਤੋਂ ਪੈ ਰਹੇ ਮੀਂਹ ਕਾਰਨ ਪਿੰਡ ਦੇ ਇਕ ਗਰੀਬ ਮਜ਼ਦੂਰ ਦੇ ਘਰ ਦੀ ਛੱਤ ਡਿੱਗ ਪਈ ਜਿਸ ਕਾਰਨ ਘਰ ਵਿਚ ਸੁੱਤੇ ਪਏ ਮਾਂ ਪੁੱਤਰ ਛੱਤ ਹੇਠਾਂ ਆਉਣ ਕਾਰਨ ਗੰਭੀਰ ਜ਼ਖ਼ਮੀ ਹੋ ਗਏ। ਆਂਢ ਗੁਆਂਢ ਦੇ ਲੋਕਾਂ ਨੇ ਮਲਬਾ ਹਟਾ ਕੇ ਦੋਵਾਂ ਨੂੰ ਬਾਹਰ ਕੱਢਿਆ ਅਤੇ ਇਲਾਜ ਲਈ ਸਿਵਲ ਹਸਪਤਾਲ ਦਾਖ਼ਲ ਕਰਵਾਇਆ। ਪੀੜਤ ਪਰਿਵਾਰ ਨੇ ਪ੍ਰਸ਼ਾਸਨ ਅਤੇ ਸਮਾਜ ਸੇਵੀ ਸੰਸਥਾਵਾਂ ਤੋਂ ਆਰਥਿਕ ਮਦਦ ਦੀ ਮੰਗ ਕੀਤੀ ਹੈ ਤਾਂ ਜੋ ਉਹ ਆਪਣਾ ਘਰ ਮੁੜ ਬਣਾ ਸਕਣ ਅਤੇ ਇਲਾਜ ਕਰਵਾ ਸਕਣ।: [946, 1737, 1244, 1807]
photo-school-brochure: [946, 787, 1244, 943]
article-body: ਬਾਘਾਪੁਰਾਣਾ 27 ਦਸੰਬਰ (ਨਿਰਮਲ ਸਿੰਘ) ਨੰਬਰਦਾਰ ਐਸੋਸੀਏਸ਼ਨ ਤਹਿਸੀਲ ਬਾਘਾ ਪੁਰਾਣਾ ਵੱਲੋਂ ਤਹਿਸੀਲਦਾਰ ਕੰਪਲੈਕਸ ਬਾਘਾਪੁਰਾਣਾ ਦੇ ਨਾਇਬ ਤਹਿਸੀਲਦਾਰ ਸ਼੍ਰੀਮ ਸੈਨ ਨੂੰ ਇੱਕ ਮੰਗ ਪੱਤਰ ਜਗਸੀਰ ਸਿੰਘ ਕੋਟਲਾ ਮੇਹਰ ਸਿੰਘ ਵਾਲਾ ਜ਼ਿਲ੍ਹਾ ਮੀਤ ਪ੍ਰਧਾਨ ਪੰਜਾਬ ਦੀ ਅਗਵਾਈ ਹੇਠ ਸੌਂਪਿਆ ਗਿਆ। ਜਿਸ ਵਿਚ ਪੰਜਾਬ ਸਰਕਾਰ ਤੋਂ ਮੰਗ ਕੀਤੀ ਗਈ ਕਿ ਨੰਬਰਦਾਰਾਂ ਦਾ ਮਾਣ ਭੱਤਾ ਵਧਾਇਆ ਜਾਵੇ, ਨੰਬਰਦਾਰੀ ਜੱਦੀ ਪੁਸ਼ਤੀ ਕੀਤੀ ਜਾਵੇ ਅਤੇ ਨੰਬਰਦਾਰਾਂ ਨੂੰ ਟੋਲ ਪਲਾਜ਼ਿਆਂ ਤੋਂ ਛੋਟ ਦਿੱਤੀ ਜਾਵੇ। ਇਸ ਮੌਕੇ ਨੰਬਰਦਾਰਾਂ ਨੇ ਕਿਹਾ ਕਿ ਨੰਬਰਦਾਰ ਸਰਕਾਰ ਅਤੇ ਲੋਕਾਂ ਵਿਚਕਾਰ ਇੱਕ ਕੜੀ ਦਾ ਕੰਮ ਕਰਦੇ ਹਨ ਪਰ ਸਰਕਾਰ ਵਲੋਂ ਉਨ੍ਹਾਂ ਦੀਆਂ ਮੰਗਾਂ ਵੱਲ ਧਿਆਨ ਨਹੀਂ ਦਿੱਤਾ ਜਾ ਰਿਹਾ। ਉਨ੍ਹਾਂ ਮੰਗ ਕੀਤੀ ਕਿ ਨੰਬਰਦਾਰਾਂ ਦਾ ਮਾਣ ਭੱਤਾ 10000 ਰੁਪਏ ਕੀਤਾ ਜਾਵੇ ਅਤੇ ਉਨ੍ਹਾਂ ਨੂੰ ਸਿਹਤ ਸਹੂਲਤਾਂ ਦਿੱਤੀਆਂ ਜਾਣ। ਇਸ ਮੌਕੇ ਵੱਡੀ ਗਿਣਤੀ ਵਿਚ ਨੰਬਰਦਾਰ ਹਾਜ਼ਰ ਸਨ।: [324, 517, 630, 635]
divider: [943, 729, 1247, 730]
article-panjgrai-kalan: [0, 374, 317, 712]
article-body-left: ਹਠੂਰ/ਮੋਗਾ ਮੰਡੀ 27 ਦਸੰਬਰ (ਜਸਵੀਰ ਮੰਗਲ / ਜੱਸਾ ਬਰਾੜ) ਮਾੜੇ ਅਤੇ ਸ਼ਰਾਰਤੀ ਅਨਸਰਾਂ ਲਈ ਥਾਣਾ ਹਠੂਰ ਦੇ ਇਲਾਕੇ ਵਿਚ ਕੋਈ ਵੀ ਜਗ੍ਹਾ ਨਹੀਂ ਹੈ। ਇਹ ਸ਼ਬਦ ਥਾਣਾ ਮੁਖੀ ਨੇ ਪੱਤਰਕਾਰਾਂ ਨਾਲ ਗੱਲਬਾਤ ਕਰਦਿਆਂ ਕਹੇ। ਉਨ੍ਹਾਂ ਕਿਹਾ ਕਿ ਨਸ਼ਾ ਤਸਕਰਾਂ ਅਤੇ ਗੈਰ ਸਮਾਜੀ ਅਨਸਰਾਂ ਵਿਰੁੱਧ ਪੁਲਿਸ ਵਲੋਂ ਸਖ਼ਤ ਕਾਰਵਾਈ ਕੀਤੀ ਜਾ ਰਹੀ ਹੈ ਅਤੇ ਕਿਸੇ ਨੂੰ ਵੀ ਕਾਨੂੰਨ ਹੱਥ ਵਿਚ ਲੈਣ ਦੀ ਇਜਾਜ਼ਤ ਨਹੀਂ ਦਿੱਤੀ ਜਾਵੇਗੀ। ਉਨ੍ਹਾਂ ਪਿੰਡਾਂ ਦੀਆਂ ਪੰਚਾਇਤਾਂ ਅਤੇ ਆਮ ਲੋਕਾਂ ਨੂੰ ਅਪੀਲ ਕੀਤੀ ਕਿ ਉਹ ਪੁਲਿਸ ਦਾ ਸਹਿਯੋਗ ਕਰਨ ਅਤੇ ਨਸ਼ਾ ਵੇਚਣ ਵਾਲਿਆਂ ਦੀ ਸੂਚਨਾ ਤੁਰੰਤ ਪੁਲਿਸ ਨੂੰ ਦੇਣ, ਸੂਚਨਾ ਦੇਣ ਵਾਲੇ ਦਾ ਨਾਮ ਗੁਪਤ ਰੱਖਿਆ ਜਾਵੇਗਾ। ਉਨ੍ਹਾਂ ਕਿਹਾ ਕਿ ਪੁਲਿਸ ਵਲੋਂ ਦਿਨ ਰਾਤ ਗਸ਼ਤ ਕੀਤੀ ਜਾ ਰਹੀ ਹੈ ਅਤੇ ਨਾਕਾਬੰਦੀ ਕਰਕੇ ਸ਼ੱਕੀ ਵਿਅਕਤੀਆਂ ਦੀ ਚੈਕਿੰਗ ਕੀਤੀ ਜਾ ਰਹੀ ਹੈ। ਉਨ੍ਹਾਂ ਕਿਹਾ ਕਿ ਨੌਜਵਾਨਾਂ ਨੂੰ ਖੇਡਾਂ ਵੱਲ ਪ੍ਰੇਰਿਤ ਕੀਤਾ ਜਾ ਰਿਹਾ ਹੈ ਤਾਂ ਜੋ ਉਹ ਨਸ਼ਿਆਂ ਤੋਂ ਦੂਰ ਰਹਿ ਸਕਣ। ਇਲਾਕੇ ਵਿਚ ਅਮਨ ਸ਼ਾਂਤੀ ਅਤੇ ਕਾਨੂੰਨ ਵਿਵਸਥਾ ਬਣਾਈ ਰੱਖਣਾ ਪੁਲਿਸ ਦੀ ਮੁੱਖ ਜ਼ਿੰਮੇਵਾਰੀ ਹੈ ਅਤੇ ਇਸ ਲਈ ਹਰ ਸੰਭਵ ਯਤਨ ਕੀਤੇ ਜਾ ਰਹੇ ਹਨ। ਉਨ੍ਹਾਂ ਕਿਹਾ ਕਿ ਮਾੜੇ ਅਨਸਰਾਂ ਨੂੰ ਬਖ਼ਸ਼ਿਆ ਨਹੀਂ ਜਾਵੇਗਾ।: [790, 116, 945, 367]
photo-injured-2: [631, 968, 767, 1066]
article-sran-immigration: [471, 1677, 939, 1988]
divider: [0, 1673, 1247, 1674]
article-thanedar-dragged: [0, 715, 317, 871]
divider: [0, 872, 317, 873]
article-body: ਸੰਗਰੂਰ 27 ਦਸੰਬਰ (ਹਰਜੀਤ ਸਿੰਘ) ਜ਼ਿਲਾ ਸੰਗਰੂਰ ਦੇ ਨਾਮੀ ਵਿੱਦਿਅਕ ਅਦਾਰੇ ਕੈਂਬ੍ਰਿਜ ਇੰਟਰਨੈਸ਼ਨਲ ਸਕੂਲ ਵਿੱਚ ਵਿਦਿਅਕ ਸੈਸ਼ਨ 2025-26 ਲਈ ਦਾਖ਼ਲੇ ਆਰੰਭ ਹੋ ਗਏ ਹਨ। ਸਕੂਲ ਪ੍ਰਬੰਧਕਾਂ ਨੇ ਦੱਸਿਆ ਕਿ ਸਕੂਲ ਵਿਚ ਵਿਦਿਆਰਥੀਆਂ ਨੂੰ ਆਧੁਨਿਕ ਤਕਨੀਕਾਂ ਨਾਲ ਪੜ੍ਹਾਈ ਕਰਵਾਈ ਜਾਂਦੀ ਹੈ ਅਤੇ ਖੇਡਾਂ, ਸੱਭਿਆਚਾਰਕ ਗਤੀਵਿਧੀਆਂ ਵਿਚ ਵੀ ਵਿਦਿਆਰਥੀਆਂ ਨੂੰ ਅੱਗੇ ਵਧਣ ਦੇ ਮੌਕੇ ਦਿੱਤੇ ਜਾਂਦੇ ਹਨ। ਸਕੂਲ ਵਿਚ ਸਮਾਰਟ ਕਲਾਸ ਰੂਮ, ਕੰਪਿਊਟਰ ਲੈਬ, ਸਾਇੰਸ ਲੈਬ, ਲਾਇਬ੍ਰੇਰੀ ਅਤੇ ਟਰਾਂਸਪੋਰਟ ਦੀ ਸੁਵਿਧਾ ਉਪਲਬਧ ਹੈ। ਵਧੇਰੇ ਜਾਣਕਾਰੀ ਲਈ ਸਕੂਲ ਦੇ ਸੰਪਰਕ ਨੰਬਰ 90268-99000/90269-77000 ਤੇ ਸੰਪਰਕ ਕੀਤਾ ਜਾ ਸਕਦਾ ਹੈ।: [946, 963, 1244, 1057]
article-headline: ਮਾੜੇ ਅਨਸਰਾਂ ਲਈ ਮੇਰੇ ਹਲਕੇ ਚੋਂ ਕੋਈ ਵੀ ਜਗਾ ਨਹੀਂ : ਥਾਣਾ ਮੁੱਖੀ: [790, 51, 1218, 97]
article-convent-award: [943, 1241, 1247, 1670]
article-body-cont2: ਸੰਗਰੂਰ / ਦੁਬਈ 27 ਦਸੰਬਰ (ਜਸਵੀਰ ਸਿੰਘ ਫਰਵਾਲੀ) ਸ਼੍ਰੋਮਣੀ ਅਕਾਲੀ ਦਲ (ਅੰਮ੍ਰਿਤਸਰ) ਦੇ ਪ੍ਰਧਾਨ ਸਰਦਾਰ ਸਿਮਰਨਜੀਤ ਸਿੰਘ ਮਾਨ ਦੇ ਯਤਨਾਂ ਸਦਕਾ ਮਸਕਟ ਅਤੇ ਸਲੇਮਾਨੀਆ ਇਰਾਕ ਵਿਚ ਫਸੀਆਂ ਦੋ ਬੀਬੀਆਂ ਦੀ ਘਰ ਵਾਪਸੀ ਹੋਈ ਹੈ। ਇਸ ਸਬੰਧੀ ਜਾਣਕਾਰੀ ਦਿੰਦਿਆਂ ਅਵਤਾਰ ਸਿੰਘ ਚੱਕ ਅਤੇ ਹਰਦੇਵ ਸਿੰਘ ਪੱਪੂ ਕਲਿਆਣ ਨੇ ਦੱਸਿਆ ਕਿ ਇਹ ਬੀਬੀਆਂ ਏਜੰਟਾਂ ਦੇ ਧੋਖੇ ਦਾ ਸ਼ਿਕਾਰ ਹੋ ਕੇ ਵਿਦੇਸ਼ ਵਿਚ ਫਸ ਗਈਆਂ ਸਨ। ਪਰਿਵਾਰਾਂ ਵਲੋਂ ਪਾਰਟੀ ਨਾਲ ਸੰਪਰਕ ਕਰਨ ਤੇ ਸਰਦਾਰ ਮਾਨ ਨੇ ਭਾਰਤੀ ਦੂਤਾਵਾਸ ਨਾਲ ਰਾਬਤਾ ਕਾਇਮ ਕਰਕੇ ਉਨ੍ਹਾਂ ਦੀ ਸੁਰੱਖਿਅਤ ਘਰ ਵਾਪਸੀ ਕਰਵਾਈ। ਦੋਵਾਂ ਬੀਬੀਆਂ ਦੇ ਪਰਿਵਾਰਾਂ ਨੇ ਸਰਦਾਰ ਸਿਮਰਨਜੀਤ ਸਿੰਘ ਮਾਨ ਅਤੇ ਪਾਰਟੀ ਦੇ ਆਗੂਆਂ ਦਾ ਤਹਿ ਦਿਲੋਂ ਧੰਨਵਾਦ ਕੀਤਾ। ਆਗੂਆਂ ਨੇ ਲੋਕਾਂ ਨੂੰ ਅਪੀਲ ਕੀਤੀ ਕਿ ਵਿਦੇਸ਼ ਜਾਣ ਤੋਂ ਪਹਿਲਾਂ ਏਜੰਟਾਂ ਦੀ ਪੂਰੀ ਜਾਂਚ ਪੜਤਾਲ ਕਰਨ ਅਤੇ ਕੇਵਲ ਰਜਿਸਟਰਡ ਏਜੰਟਾਂ ਰਾਹੀਂ ਹੀ ਵਿਦੇਸ਼ ਜਾਣ ਤਾਂ ਜੋ ਕਿਸੇ ਮੁਸ਼ਕਲ ਦਾ ਸਾਹਮਣਾ ਨਾ ਕਰਨਾ ਪਵੇ।: [667, 1456, 937, 1586]
article-body: ਮੋਗਾ ਮੰਡੀ 27 ਦਸੰਬਰ (ਪਰਮਜੀਤ ਸਿੰਘ ਮਾਨ) ਧੰਨ ਧੰਨ ਸ੍ਰੀ ਗੁਰੂ ਗੋਬਿੰਦ ਸਿੰਘ ਜੀ ਦੇ ਸਹਿਬਜ਼ਾਦਿਆਂ ਦੀ ਲਾਸਾਨੀ ਸ਼ਹਾਦਤ ਨੂੰ ਸਮਰਪਿਤ ਹਰਪਰਤ ਸਕੂਲ ਵਲੋਂ ਦੋ ਦਿਨ ਦੁੱਧ ਦਾ ਲੰਗਰ ਲਗਾਇਆ ਗਿਆ। ਇਸ ਮੌਕੇ ਪੁਰਾਣੀ ਦਾਣਾ ਮੰਡੀ ਮੋਗਾ ਵਿਖੇ ਸੰਗਤਾਂ ਨੂੰ ਦੁੱਧ ਅਤੇ ਬਿਸਕੁਟ ਦੀ ਸੇਵਾ ਕੀਤੀ ਗਈ। ਇਸ ਮੌਕੇ ਜਗਜੀਤ ਸਿੰਘ ਸਰਾ, ਚਰਨਜੀਤ ਸਿੰਘ, ਰਾਮ ਸਿੰਘ ਮੋਗਾ, ਕਮਲ ਮੀਤ, ਡਾ ਕਾਕਾ ਰਾਮ ਨਗਰ, ਪ੍ਰੀਤਮ ਸਿੰਘ ਜੋਸਨ, ਅਜੀਤਪਾਲ ਸਿੰਘ ਗੁਰੂ ਨਾਨਕ ਸੇਵਾ ਸੁਸਾਇਟੀ, ਸੁਰਜੀਤ ਸਿੰਘ ਪੰਡੋਰੀ, ਜਸਵਿੰਦਰ ਸਿੰਘ ਨੇ ਕਿਹਾ ਕਿ ਸਹਿਬਜ਼ਾਦਿਆਂ ਦੀ ਸ਼ਹਾਦਤ ਦੁਨੀਆਂ ਦੇ ਇਤਿਹਾਸ ਵਿਚ ਬੇਮਿਸਾਲ ਹੈ ਅਤੇ ਸਾਨੂੰ ਉਨ੍ਹਾਂ ਦੀ ਸਿੱਖਿਆ ਤੇ ਚੱਲਣਾ ਚਾਹੀਦਾ ਹੈ। ਉਨ੍ਹਾਂ ਕਿਹਾ ਕਿ ਅੱਜ ਲੋੜ ਹੈ ਕਿ ਅਸੀਂ ਆਪਣੇ ਬੱਚਿਆਂ ਨੂੰ ਆਪਣੇ ਵਿਰਸੇ ਨਾਲ ਜੋੜੀਏ ਅਤੇ ਗੁਰੂ ਜੀ ਦੀ ਬਾਣੀ ਤੇ ਸਿੱਖਿਆਵਾਂ ਤੇ ਚੱਲ ਕੇ ਆਪਣਾ ਜੀਵਨ ਸਫਲ ਕਰੀਏ। ਇਸ ਮੌਕੇ ਸ਼੍ਰੋਮਣੀ ਕਮੇਟੀ ਮੈਂਬਰ, ਸਕੂਲ ਪ੍ਰਬੰਧਕ ਅਤੇ ਇਲਾਕੇ ਦੀਆਂ ਸਤਿਕਾਰਤ ਸ਼ਖ਼ਸੀਅਤਾਂ ਹਾਜ਼ਰ ਸਨ ਜਿਨ੍ਹਾਂ ਨੇ ਸੇਵਾ ਵਿੱਚ ਵੱਧ ਚੜ੍ਹ ਕੇ ਹਿੱਸਾ ਲਿਆ।: [472, 216, 780, 346]
article-body-cont: ਤਲਵੰਡੀ ਸਾਬੋ 27 ਦਸੰਬਰ (ਰਾਣੀ ਮਨ ਸਿੰਘ) ਬੱਸ ਹਾਦਸੇ ਦੇ ਜ਼ਖ਼ਮੀਆਂ ਦਾ ਹਾਲ ਚਾਲ ਪੁੱਛਣ ਲਈ ਡਿਪਟੀ ਕਮਿਸ਼ਨਰ ਬਠਿੰਡਾ ਸਿਵਲ ਹਸਪਤਾਲ ਤਲਵੰਡੀ ਸਾਬੋ ਅਤੇ ਏਮਜ਼ ਬਠਿੰਡਾ ਵਿਖੇ ਪਹੁੰਚੇ। ਉਨ੍ਹਾਂ ਡਾਕਟਰਾਂ ਨੂੰ ਹਦਾਇਤ ਕੀਤੀ ਕਿ ਜ਼ਖ਼ਮੀਆਂ ਦੇ ਇਲਾਜ ਵਿਚ ਕੋਈ ਕਸਰ ਨਾ ਛੱਡੀ ਜਾਵੇ। ਉਨ੍ਹਾਂ ਕਿਹਾ ਕਿ ਪੰਜਾਬ ਸਰਕਾਰ ਵਲੋਂ ਪੀੜਤ ਪਰਿਵਾਰਾਂ ਦੀ ਹਰ ਸੰਭਵ ਮਦਦ ਕੀਤੀ ਜਾਵੇਗੀ। ਜ਼ਖ਼ਮੀਆਂ ਵਿਚ ਪਰਮਜੀਤ ਕੌਰ, ਰੇਸ਼ਮ ਸਿੰਘ, ਗੁਰਪ੍ਰੀਤ ਸਿੰਘ ਅਤੇ ਹੋਰ ਸ਼ਾਮਲ ਹਨ ਜਿਨ੍ਹਾਂ ਦਾ ਇਲਾਜ ਚੱਲ ਰਿਹਾ ਹੈ। ਇਸ ਮੌਕੇ ਐਸ.ਡੀ.ਐਮ, ਸਿਵਲ ਸਰਜਨ ਅਤੇ ਹੋਰ ਅਧਿਕਾਰੀ ਹਾਜ਼ਰ ਸਨ।: [484, 1172, 767, 1254]
article-body: ਸੰਗਰੂਰ / ਦੁਬਈ 27 ਦਸੰਬਰ (ਜਸਵੀਰ ਸਿੰਘ ਫਰਵਾਲੀ) ਸ਼੍ਰੋਮਣੀ ਅਕਾਲੀ ਦਲ (ਅੰਮ੍ਰਿਤਸਰ) ਦੇ ਪ੍ਰਧਾਨ ਸਰਦਾਰ ਸਿਮਰਨਜੀਤ ਸਿੰਘ ਮਾਨ ਦੇ ਯਤਨਾਂ ਸਦਕਾ ਮਸਕਟ ਅਤੇ ਸਲੇਮਾਨੀਆ ਇਰਾਕ ਵਿਚ ਫਸੀਆਂ ਦੋ ਬੀਬੀਆਂ ਦੀ ਘਰ ਵਾਪਸੀ ਹੋਈ ਹੈ। ਇਸ ਸਬੰਧੀ ਜਾਣਕਾਰੀ ਦਿੰਦਿਆਂ ਅਵਤਾਰ ਸਿੰਘ ਚੱਕ ਅਤੇ ਹਰਦੇਵ ਸਿੰਘ ਪੱਪੂ ਕਲਿਆਣ ਨੇ ਦੱਸਿਆ ਕਿ ਇਹ ਬੀਬੀਆਂ ਏਜੰਟਾਂ ਦੇ ਧੋਖੇ ਦਾ ਸ਼ਿਕਾਰ ਹੋ ਕੇ ਵਿਦੇਸ਼ ਵਿਚ ਫਸ ਗਈਆਂ ਸਨ। ਪਰਿਵਾਰਾਂ ਵਲੋਂ ਪਾਰਟੀ ਨਾਲ ਸੰਪਰਕ ਕਰਨ ਤੇ ਸਰਦਾਰ ਮਾਨ ਨੇ ਭਾਰਤੀ ਦੂਤਾਵਾਸ ਨਾਲ ਰਾਬਤਾ ਕਾਇਮ ਕਰਕੇ ਉਨ੍ਹਾਂ ਦੀ ਸੁਰੱਖਿਅਤ ਘਰ ਵਾਪਸੀ ਕਰਵਾਈ। ਦੋਵਾਂ ਬੀਬੀਆਂ ਦੇ ਪਰਿਵਾਰਾਂ ਨੇ ਸਰਦਾਰ ਸਿਮਰਨਜੀਤ ਸਿੰਘ ਮਾਨ ਅਤੇ ਪਾਰਟੀ ਦੇ ਆਗੂਆਂ ਦਾ ਤਹਿ ਦਿਲੋਂ ਧੰਨਵਾਦ ਕੀਤਾ। ਆਗੂਆਂ ਨੇ ਲੋਕਾਂ ਨੂੰ ਅਪੀਲ ਕੀਤੀ ਕਿ ਵਿਦੇਸ਼ ਜਾਣ ਤੋਂ ਪਹਿਲਾਂ ਏਜੰਟਾਂ ਦੀ ਪੂਰੀ ਜਾਂਚ ਪੜਤਾਲ ਕਰਨ ਅਤੇ ਕੇਵਲ ਰਜਿਸਟਰਡ ਏਜੰਟਾਂ ਰਾਹੀਂ ਹੀ ਵਿਦੇਸ਼ ਜਾਣ ਤਾਂ ਜੋ ਕਿਸੇ ਮੁਸ਼ਕਲ ਦਾ ਸਾਹਮਣਾ ਨਾ ਕਰਨਾ ਪਵੇ।: [3, 1456, 314, 1562]
photo-gurpreet-kala: [195, 1742, 292, 1859]
article-headline: ਮੀਂਹ ਪੈਣ ਕਾਰਨ ਗਰੀਬ ਮਜ਼ਦੂਰ ਦੇ ਘਰ ਦੀ ਛੱਤ ਡਿੱਗੀ, ਮਾਂ ਪੁੱਤਰ ਘਰ ਦੀ ਛੱਤ ਹੇਠਾਂ ਆਉਣ ਕਾਰਨ ਹੋਏ ਗੰਭੀਰ ਜ਼ਖ਼ਮੀ: [946, 1679, 1232, 1711]
article-thana-mukhi: [788, 51, 1247, 419]
photo-milk-langar-group: [3, 429, 313, 578]
photo-injured-child: [946, 1838, 1244, 1955]
article-headline: ਬਠਿੰਡਾ ਬੱਸ ਹਾਦਸੇ ਦੇ ਮਿਰਤਕਾਂ ਦੀ ਹੋਈ ਪਹਿਚਾਣ, ਪ੍ਰਸ਼ਾਸਨ ਨੇ ਕੀਤੀ ਲਿਸਟ ਜਾਰੀ: [3, 1114, 314, 1154]
photo-award-receiving: [946, 1301, 1244, 1470]
article-body: ਮਾਰਡੇ ਉੱਪਲ ਸਿੰਘ ਵਾਲਾ 27 ਦਸੰਬਰ (ਮਲਕੀਤ ਸਿੰਘ) ਅਦਾਰਾ ਪਹਿਰੇਦਾਰ ਦੇ ਸੀਨੀਅਰ ਪੱਤਰਕਾਰ ਹਰਬੰਸ ਸਿੰਘ ਮਾਰਡੇ ਨੂੰ ਉਸ ਸਮੇਂ ਭਾਰੀ ਸਦਮਾ ਲੱਗਾ ਜਦੋਂ ਉਨ੍ਹਾਂ ਦੇ ਸਾਲੇ ਦੀ ਭਰ ਜਵਾਨੀ ਵਿਚ ਅਚਾਨਕ ਮੌਤ ਹੋ ਗਈ। ਉਹ ਆਪਣੇ ਪਿੱਛੇ ਪਰਿਵਾਰ ਨੂੰ ਰੋਂਦਾ ਕੁਰਲਾਉਂਦਾ ਛੱਡ ਗਏ ਹਨ। ਉਨ੍ਹਾਂ ਦਾ ਅੰਤਿਮ ਸਸਕਾਰ ਪਿੰਡ ਵਿਖੇ ਕੀਤਾ ਗਿਆ ਜਿਥੇ ਵੱਡੀ ਗਿਣਤੀ ਵਿਚ ਰਿਸ਼ਤੇਦਾਰਾਂ, ਦੋਸਤਾਂ ਅਤੇ ਪੱਤਰਕਾਰ ਭਾਈਚਾਰੇ ਨੇ ਪਹੁੰਚ ਕੇ ਦੁੱਖ ਸਾਂਝਾ ਕੀਤਾ।: [946, 484, 1160, 566]
photo-caption: ਨਰਸਰੀ ਤੋਂ ਬਾਰਵੀਂ ਜਮਾਤ ਤੱਕ ਦਾਖ਼ਲੇ ਸ਼ੁਰੂ : ਵਿਜ਼ਨ ਸਿੰਘ: [946, 946, 1120, 956]
article-headline: ਜ਼ਿਲਾ ਸੰਗਰੂਰ ਦੇ ਨਾਮੀ ਵਿੱਦਿਅਕ ਅਦਾਰੇ ਕੈਂਬ੍ਰਿਜ ਇੰਟਰਨੈਸ਼ਨਲ ਸਕੂਲ ਵਿੱਚ ਦਾਖ਼ਲੇ ਆਰੰਭ: [946, 733, 1203, 767]
article-headline: ਸ਼ਹੀਦੀ ਦਿਹਾੜੇ ਨੂੰ ਸਮਰਪਿਤ ਸਰਾਂ ਇਮੀਗ੍ਰੇਸ਼ਨ ਵਲੋਂ ਲੰਗਰ ਲਗਾਇਆ: [510, 1679, 900, 1698]
column-rule: [941, 1677, 942, 1988]
article-body: ਬਠਿੰਡਾ 27 ਦਸੰਬਰ (ਅਨਿਲ ਵਰਮਾ):- ਬਠਿੰਡਾ ਤਲਵੰਡੀ ਸਾਬੋ ਰੋਡ ਤੇ ਪਿੰਡ ਜੀਵਨ ਸਿੰਘ ਵਾਲਾ ਨੇੜੇ ਵਾਪਰੇ ਭਿਆਨਕ ਬੱਸ ਹਾਦਸੇ ਵਿਚ ਮਾਰੇ ਗਏ ਵਿਅਕਤੀਆਂ ਦੀ ਪਹਿਚਾਣ ਹੋ ਗਈ ਹੈ। ਜ਼ਿਲ੍ਹਾ ਪ੍ਰਸ਼ਾਸਨ ਵਲੋਂ ਮ੍ਰਿਤਕਾਂ ਦੀ ਸੂਚੀ ਜਾਰੀ ਕੀਤੀ ਗਈ ਹੈ। ਸੀਵਰੇਜ ਨਾਲੇ ਵਿਚ ਡਿੱਗੀ ਬੱਸ ਵਿਚ ਸਵਾਰ ਯਾਤਰੀਆਂ ਵਿਚੋਂ ਕਈਆਂ ਦੀ ਮੌਕੇ ਤੇ ਮੌਤ ਹੋ ਗਈ ਜਦਕਿ ਜ਼ਖ਼ਮੀਆਂ ਨੂੰ ਸਿਵਲ ਹਸਪਤਾਲ ਤਲਵੰਡੀ ਸਾਬੋ ਅਤੇ ਬਠਿੰਡਾ ਵਿਖੇ ਦਾਖ਼ਲ ਕਰਵਾਇਆ ਗਿਆ। ਮ੍ਰਿਤਕਾਂ ਵਿਚ ਜਸਵੀਰ ਕੌਰ, ਬਲਜਿੰਦਰ ਕੌਰ, ਸੁਰਜੀਤ ਸਿੰਘ ਅਤੇ ਹੋਰ ਸ਼ਾਮਲ ਹਨ। ਪੁਲਿਸ ਨੇ ਮਾਮਲੇ ਦੀ ਜਾਂਚ ਸ਼ੁਰੂ ਕਰ ਦਿੱਤੀ ਹੈ।: [3, 1172, 313, 1242]
article-body-cont2: ਬਾਘਾਪੁਰਾਣਾ 27 ਦਸੰਬਰ (ਨਿਰਮਲ ਸਿੰਘ) ਨੰਬਰਦਾਰ ਐਸੋਸੀਏਸ਼ਨ ਤਹਿਸੀਲ ਬਾਘਾ ਪੁਰਾਣਾ ਵੱਲੋਂ ਤਹਿਸੀਲਦਾਰ ਕੰਪਲੈਕਸ ਬਾਘਾਪੁਰਾਣਾ ਦੇ ਨਾਇਬ ਤਹਿਸੀਲਦਾਰ ਸ਼੍ਰੀਮ ਸੈਨ ਨੂੰ ਇੱਕ ਮੰਗ ਪੱਤਰ ਜਗਸੀਰ ਸਿੰਘ ਕੋਟਲਾ ਮੇਹਰ ਸਿੰਘ ਵਾਲਾ ਜ਼ਿਲ੍ਹਾ ਮੀਤ ਪ੍ਰਧਾਨ ਪੰਜਾਬ ਦੀ ਅਗਵਾਈ ਹੇਠ ਸੌਂਪਿਆ ਗਿਆ। ਜਿਸ ਵਿਚ ਪੰਜਾਬ ਸਰਕਾਰ ਤੋਂ ਮੰਗ ਕੀਤੀ ਗਈ ਕਿ ਨੰਬਰਦਾਰਾਂ ਦਾ ਮਾਣ ਭੱਤਾ ਵਧਾਇਆ ਜਾਵੇ, ਨੰਬਰਦਾਰੀ ਜੱਦੀ ਪੁਸ਼ਤੀ ਕੀਤੀ ਜਾਵੇ ਅਤੇ ਨੰਬਰਦਾਰਾਂ ਨੂੰ ਟੋਲ ਪਲਾਜ਼ਿਆਂ ਤੋਂ ਛੋਟ ਦਿੱਤੀ ਜਾਵੇ। ਇਸ ਮੌਕੇ ਨੰਬਰਦਾਰਾਂ ਨੇ ਕਿਹਾ ਕਿ ਨੰਬਰਦਾਰ ਸਰਕਾਰ ਅਤੇ ਲੋਕਾਂ ਵਿਚਕਾਰ ਇੱਕ ਕੜੀ ਦਾ ਕੰਮ ਕਰਦੇ ਹਨ ਪਰ ਸਰਕਾਰ ਵਲੋਂ ਉਨ੍ਹਾਂ ਦੀਆਂ ਮੰਗਾਂ ਵੱਲ ਧਿਆਨ ਨਹੀਂ ਦਿੱਤਾ ਜਾ ਰਿਹਾ। ਉਨ੍ਹਾਂ ਮੰਗ ਕੀਤੀ ਕਿ ਨੰਬਰਦਾਰਾਂ ਦਾ ਮਾਣ ਭੱਤਾ 10000 ਰੁਪਏ ਕੀਤਾ ਜਾਵੇ ਅਤੇ ਉਨ੍ਹਾਂ ਨੂੰ ਸਿਹਤ ਸਹੂਲਤਾਂ ਦਿੱਤੀਆਂ ਜਾਣ। ਇਸ ਮੌਕੇ ਵੱਡੀ ਗਿਣਤੀ ਵਿਚ ਨੰਬਰਦਾਰ ਹਾਜ਼ਰ ਸਨ।: [324, 696, 630, 802]
article-dc-visit: [322, 884, 939, 1378]
photo-memorandum-handover: [640, 516, 783, 682]
article-headline: ਪੰਜਗਰਾਈ ਕਲਾਂ ਵਾਸੀਆਂ ਨੇ ਮੀਟ, ਸ਼ਰਾਬ ਦੀਆਂ ਦੁਕਾਨਾਂ ਬੰਦ ਕਰਵਾ ਕੇ ਦੁੱਧ ਦੇ ਲੰਗਰ ਲਗਵਾਏ: [3, 375, 292, 409]
article-mann-return: [0, 1384, 939, 1670]
column-rule: [941, 425, 942, 1673]
article-headline: ਸਰਦਾਰ ਸਿਮਰਨਜੀਤ ਸਿੰਘ ਮਾਨ ਦੇ ਯਤਨਾਂ ਨਾਲ ਮਸਕਟ ਅਤੇ ਸਲੇਮਾਨੀਆ ਇਰਾਕ ਵਿੱਚੋ ਦੋ ਬੀਬੀਆਂ ਦੀ ਹੋਈ ਘਰ ਵਾਪਸੀ - ਅਵਤਾਰ ਸਿੰਘ ਚੱਕ / ਹਰਦੇਵ ਸਿੰਘ ਪੱਪੂ ਕਲਿਆਣ: [16, 1387, 923, 1430]
article-roof-collapse: [943, 1677, 1795, 1988]
article-body: ਪੰਜਗਰਾਈਂ ਕਲਾਂ,27 ਦਸੰਬਰ (ਸੁਖਚੈਨ ਸਿੰਘ ਸਵਿਨਾਰਾਵਾਲਾ) ਛੋਟੇ ਸਾਹਿਬਜ਼ਾਦਿਆਂ ਦੀ ਸ਼ਹੀਦੀ ਸ਼ਹਾਦਤ ਨੂੰ ਯਾਦ ਕਰਦਿਆਂ ਸਮਾਜ ਸੇਵੀਆਂ ਨੇ ਪਿੰਡ ਵਿਚ ਸ਼ਰਾਬ ਅਤੇ ਮੀਟ ਦੀਆਂ ਦੁਕਾਨਾਂ ਸ਼ਹੀਦੀ ਦਿਹਾੜਿਆਂ ਦੌਰਾਨ ਬੰਦ ਕਰਵਾ ਕੇ ਦੁੱਧ ਦੇ ਲੰਗਰ ਲਗਾਏ। ਇਸ ਸਬੰਧੀ ਗੁਰਦੁਆਰਾ ਸਿੰਘ ਸਭਾ ਕਮੇਟੀ ਦੇ ਪ੍ਰਧਾਨ ਅਤੇ ਮੈਂਬਰਾਂ ਨੇ ਦੱਸਿਆ ਕਿ ਇਹ ਦਿਨ ਸੋਗ ਦੇ ਦਿਨ ਹਨ ਅਤੇ ਇਨ੍ਹਾਂ ਦਿਨਾਂ ਵਿਚ ਮੀਟ ਸ਼ਰਾਬ ਦੀ ਵਿਕਰੀ ਨਹੀਂ ਹੋਣੀ ਚਾਹੀਦੀ। ਉਨ੍ਹਾਂ ਦੁਕਾਨਦਾਰਾਂ ਦਾ ਧੰਨਵਾਦ ਕੀਤਾ ਜਿਨ੍ਹਾਂ ਨੇ ਸਹਿਯੋਗ ਕਰਦਿਆਂ ਆਪਣੀਆਂ ਦੁਕਾਨਾਂ ਬੰਦ ਰੱਖੀਆਂ। ਸਮਾਗਮ ਵਿਚ ਨਗਰ ਨਿਵਾਸੀਆਂ, ਪੰਚਾਇਤ ਮੈਂਬਰਾਂ ਅਤੇ ਨੌਜਵਾਨ ਸਭਾ ਦੇ ਅਹੁਦੇਦਾਰਾਂ ਨੇ ਵੱਧ ਚੜ੍ਹ ਕੇ ਸੇਵਾ ਕੀਤੀ। ਇਸ ਮੌਕੇ ਸੰਗਤਾਂ ਨੂੰ ਗੁਰੂ ਇਤਿਹਾਸ ਨਾਲ ਜੁੜਨ ਦੀ ਅਪੀਲ ਕੀਤੀ ਗਈ ਅਤੇ ਸਾਹਿਬਜ਼ਾਦਿਆਂ ਦੀ ਯਾਦ ਵਿੱਚ ਅਰਦਾਸ ਕੀਤੀ ਗਈ।: [3, 584, 313, 690]
article-headline: ਡਿਫਰੈਂਟ ਕਾਨਵੈਂਟ ਸਕੂਲ ਨੂੰ ਮਿਲਿਆ ਸਪੋਰਟਸ ਅਤੇ ਕਲਚਰਲ ਐਕਟੀਵਿਟੀ ਐਵਾਰਡ : ਐਮ.ਕੇ. ਮੰਨਾ: [946, 1243, 1208, 1277]
article-banner: ਸ਼੍ਰੋਮਣੀ ਅਕਾਲੀ ਦਲ (ਅ) ਦੇ ਯਤਨਾਂ ਸਦਕਾ ਬੀਬੀਆਂ ਦੀ ਘਰ ਵਾਪਸੀ - ਪਰਿਵਾਰਾਂ ਨੇ ਕੀਤਾ ਧੰਨਵਾਦ: [5, 1434, 934, 1448]
article-body: ਨਿਹਾਲ ਸਿੰਘ ਵਾਲਾ 27 ਦਸੰਬਰ (ਬਲਜੀਤ ਸਿੰਘ) ਦਸਮ ਪਿਤਾ ਸ੍ਰੀ ਗੁਰੂ ਗੋਬਿੰਦ ਸਿੰਘ ਜੀ ਦੇ ਛੋਟੇ ਸਾਹਿਬਜ਼ਾਦਿਆਂ ਦੀ ਸ਼ਹੀਦੀ ਨੂੰ ਸਮਰਪਿਤ ਸਰਾਂ ਇਮੀਗ੍ਰੇਸ਼ਨ ਵਲੋਂ ਚਾਹ ਪਕੌੜਿਆਂ ਦਾ ਲੰਗਰ ਲਗਾਇਆ ਗਿਆ। ਇਸ ਮੌਕੇ ਸਰਾਂ ਇਮੀਗ੍ਰੇਸ਼ਨ ਦੇ ਐਮ.ਡੀ. ਨੇ ਕਿਹਾ ਕਿ ਸਾਹਿਬਜ਼ਾਦਿਆਂ ਦੀ ਸ਼ਹਾਦਤ ਲਾਸਾਨੀ ਹੈ ਅਤੇ ਸਾਨੂੰ ਉਨ੍ਹਾਂ ਤੋਂ ਪ੍ਰੇਰਣਾ ਲੈਣੀ ਚਾਹੀਦੀ ਹੈ। ਇਸ ਮੌਕੇ ਗੁਰਵਿੰਦਰ ਸਿੰਘ, ਅਮਨਦੀਪ ਸਿੰਘ, ਜਸਪ੍ਰੀਤ ਸਿੰਘ, ਰਣਜੀਤ ਸਿੰਘ, ਚਰਨਜੀਤ ਸਿੰਘ ਆਦਿ ਹਾਜ਼ਰ ਸਨ ਜਿਨ੍ਹਾਂ ਨੇ ਸੇਵਾ ਵਿਚ ਹਿੱਸਾ ਲਿਆ।: [474, 1867, 936, 1913]
article-numberdar: [322, 425, 939, 880]
article-milk-langar: [471, 51, 783, 419]
article-headline: ਸ਼ਬਦੀਕ ਵਾਲੀ ਸੰਤ ਬਾਬਾ ਅਜੀਤ ਸਿੰਘ ਜੀ ਹੰਸਾਲੀ ਵਾਲੇ ਵਲੋਂ ਕਰਤ ਗਲਵਾ ਦਾ ਪੁੰਜ ਸੰਚਲੀਤ ਵਾਲੀ ਜਥੇਦਾਰ ਬਾਬਾ ਹਰਬੰਸ ਸਿੰਘ ਜੀ ਦੀ ਨਿੱਘੀ ਯਾਦ 'ਚ ਗੁਰਮਤਿ ਸਮਾਗਮ 1 ਜਨਵਰੀ ਨੂੰ: [3, 875, 310, 910]
